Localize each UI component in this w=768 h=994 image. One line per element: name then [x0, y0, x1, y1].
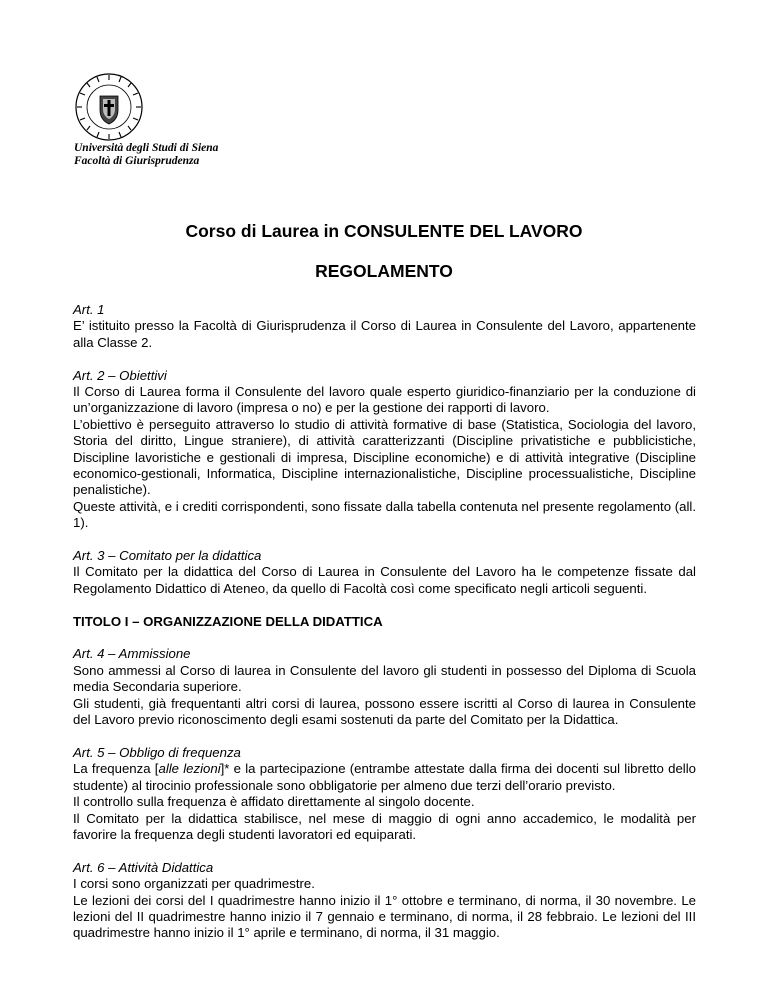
article-paragraph: Gli studenti, già frequentanti altri corsi di laurea, possono essere iscritti al Corso di laurea in Consulente del Lavoro previo riconoscimento degli esami sostenuti da parte del Comitato per la Didattica. — [73, 695, 696, 728]
article-paragraph: Il Corso di Laurea forma il Consulente del lavoro quale esperto giuridico-finanziario per la conduzione di un’organizzazione di lavoro (impresa o no) e per la gestione dei rapporti di lavoro. — [73, 384, 696, 416]
article-5 — [73, 745, 696, 843]
article-4 — [73, 646, 696, 728]
italic-text-run: alle lezioni — [158, 761, 221, 777]
article-heading: Art. 3 – Comitato per la didattica — [73, 548, 262, 564]
text-run: La frequenza [ — [73, 761, 159, 777]
article-1 — [73, 302, 696, 351]
article-6 — [73, 860, 696, 942]
article-heading: Art. 4 – Ammissione — [73, 646, 191, 662]
article-3 — [73, 548, 696, 597]
article-heading: Art. 5 – Obbligo di frequenza — [73, 744, 241, 760]
article-paragraph: Il controllo sulla frequenza è affidato direttamente al singolo docente. — [73, 794, 475, 810]
document-body — [73, 302, 696, 958]
letterhead — [74, 72, 274, 168]
article-paragraph: Sono ammessi al Corso di laurea in Consulente del lavoro gli studenti in possesso del Diploma di Scuola media Secondaria superiore. — [73, 662, 696, 695]
university-seal-icon — [74, 72, 144, 142]
text-run: ]* e la partecipazione (entrambe attestate dalla firma dei docenti sul libretto dello studente) al tirocinio professionale sono obbligatorie per almeno due terzi dell’orario previsto. — [73, 761, 696, 793]
article-2 — [73, 368, 696, 532]
article-heading: Art. 6 – Attività Didattica — [73, 859, 214, 875]
article-paragraph: Le lezioni dei corsi del I quadrimestre hanno inizio il 1° ottobre e terminano, di norma, il 30 novembre. Le lezioni del II quadrimestre hanno inizio il 7 gennaio e terminano, di norma, il 28 febbraio. Le lezioni del III quadrimestre hanno inizio il 1° aprile e terminano, di norma, il 31 maggio. — [73, 892, 696, 941]
university-name: Università degli Studi di Siena — [74, 142, 219, 154]
section-title: TITOLO I – ORGANIZZAZIONE DELLA DIDATTICA — [73, 613, 383, 629]
article-paragraph: L’obiettivo è perseguito attraverso lo studio di attività formative di base (Statistica, Sociologia del lavoro, Storia del diritto, Lingue straniere), di attività caratterizzanti (Discipline privatistiche e pubblicistiche, Discipline lavoristiche e gestionali di impresa, Discipline economiche) e di attività integrative (Discipline economico-gestionali, Informatica, Discipline internazionalistiche, Discipline processualistiche, Discipline penalistiche). — [73, 416, 696, 498]
faculty-name: Facoltà di Giurisprudenza — [74, 155, 200, 167]
document-subtitle: REGOLAMENTO — [315, 261, 453, 281]
article-paragraph: E’ istituito presso la Facoltà di Giurisprudenza il Corso di Laurea in Consulente del Lavoro, appartenente alla Classe 2. — [73, 318, 696, 350]
article-paragraph: Queste attività, e i crediti corrispondenti, sono fissate dalla tabella contenuta nel presente regolamento (all. 1). — [73, 498, 696, 531]
article-heading: Art. 2 – Obiettivi — [73, 367, 167, 383]
article-paragraph: Il Comitato per la didattica del Corso di Laurea in Consulente del Lavoro ha le competenze fissate dal Regolamento Didattico di Ateneo, da quello di Facoltà così come specificato negli articoli seguenti. — [73, 564, 696, 596]
article-paragraph: I corsi sono organizzati per quadrimestre. — [73, 876, 315, 892]
document-title: Corso di Laurea in CONSULENTE DEL LAVORO — [185, 221, 583, 241]
article-paragraph — [73, 761, 696, 794]
article-paragraph: Il Comitato per la didattica stabilisce, nel mese di maggio di ogni anno accademico, le modalità per favorire la frequenza degli studenti lavoratori ed equiparati. — [73, 810, 696, 842]
article-heading: Art. 1 — [73, 302, 105, 317]
